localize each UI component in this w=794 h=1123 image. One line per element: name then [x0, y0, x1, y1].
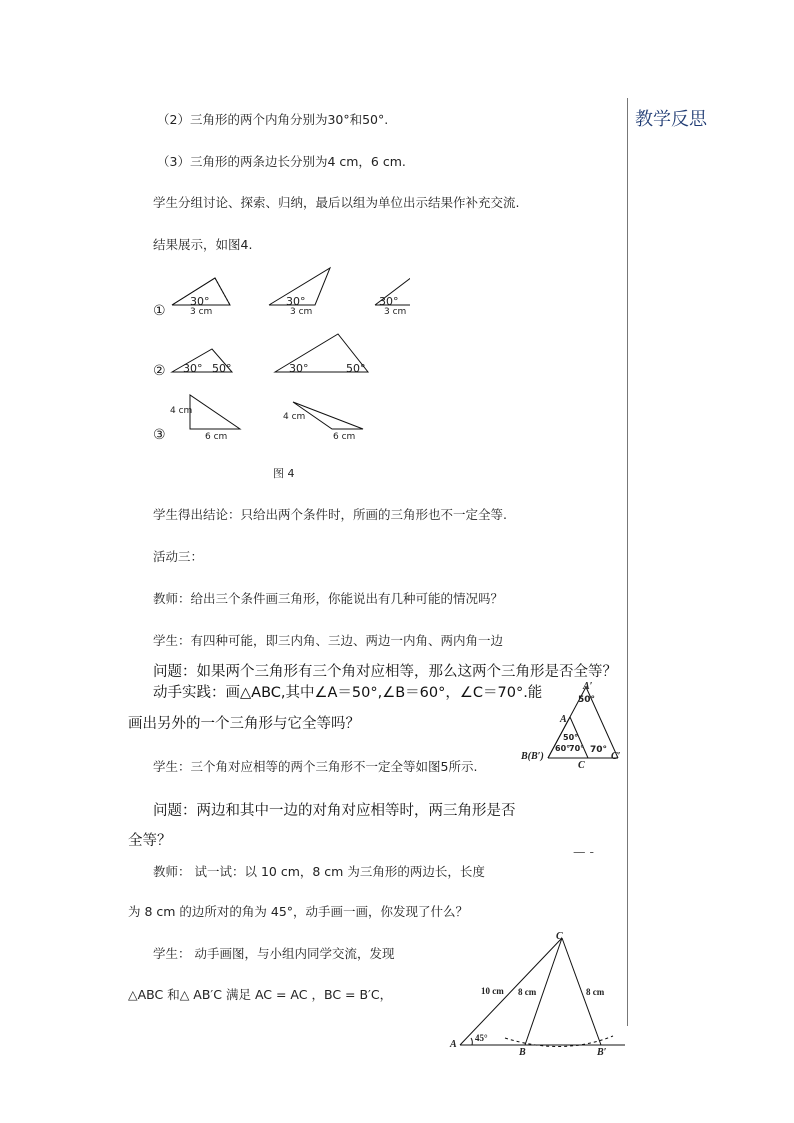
fig4-length-label: 6 cm	[333, 432, 356, 442]
text-line: 教师：给出三个条件画三角形，你能说出有几种可能的情况吗？	[153, 591, 504, 606]
fig4-length-label: 4 cm	[170, 406, 193, 416]
figure-6	[445, 928, 635, 1058]
text-line: 问题：如果两个三角形有三个角对应相等，那么这两个三角形是否全等？	[153, 664, 617, 680]
fig4-angle-label: 30°	[286, 295, 306, 308]
text-line: △ABC 和△ AB′C 满足 AC = AC ，BC = B′C，	[128, 987, 393, 1002]
angle-label: 45°	[475, 1033, 488, 1043]
angle-label: 70°	[569, 744, 585, 753]
vertex-label: B	[519, 1047, 526, 1058]
fig4-angle-label: 30°	[183, 362, 203, 375]
angle-label: 60°	[555, 744, 571, 753]
fig4-angle-label: 30°	[289, 362, 309, 375]
text-line: 动手实践：画△ABC,其中∠A＝50°,∠B＝60°，∠C＝70°.能	[153, 685, 543, 701]
vertex-label: C	[578, 760, 585, 771]
fig4-length-label: 3 cm	[384, 307, 407, 317]
vertex-label: A	[450, 1039, 457, 1050]
fig4-length-label: 3 cm	[190, 307, 213, 317]
side-label: 8 cm	[586, 987, 605, 997]
vertex-label: B(B′)	[521, 751, 544, 762]
text-line: 学生分组讨论、探索、归纳，最后以组为单位出示结果作补充交流.	[153, 195, 520, 210]
text-line: 学生：三个角对应相等的两个三角形不一定全等如图5所示.	[153, 759, 478, 774]
fig4-angle-label: 30°	[190, 295, 210, 308]
vertex-label: B′	[597, 1047, 607, 1058]
figure-caption: 图 4	[273, 467, 295, 480]
vertex-label: A′	[583, 681, 593, 692]
vertex-label: C	[556, 931, 563, 942]
text-line: 学生： 动手画图，与小组内同学交流，发现	[153, 946, 395, 961]
angle-label: 50°	[578, 695, 596, 705]
fig4-length-label: 4 cm	[283, 412, 306, 422]
fig4-angle-label: 50°	[212, 362, 232, 375]
vertex-label: A	[560, 714, 567, 725]
text-line: 问题：两边和其中一边的对角对应相等时，两三角形是否	[153, 803, 516, 819]
text-line: 学生得出结论：只给出两个条件时，所画的三角形也不一定全等.	[153, 507, 507, 522]
text-line: （3）三角形的两条边长分别为4 cm，6 cm.	[157, 154, 406, 169]
side-label: 10 cm	[481, 986, 504, 996]
fig4-angle-label: 30°	[379, 295, 399, 308]
text-line: 学生：有四种可能，即三内角、三边、两边一内角、两内角一边	[153, 633, 504, 648]
text-line: （2）三角形的两个内角分别为30°和50°.	[157, 112, 389, 127]
reflection-title: 教学反思	[635, 109, 707, 130]
text-line: 画出另外的一个三角形与它全等吗？	[128, 716, 360, 732]
row-label: ③	[153, 427, 166, 443]
fig4-length-label: 3 cm	[290, 307, 313, 317]
side-label: 8 cm	[518, 987, 537, 997]
fig4-length-label: 6 cm	[205, 432, 228, 442]
row-label: ①	[153, 303, 166, 319]
dash-mark: — -	[573, 844, 594, 859]
text-line: 全等？	[128, 833, 172, 849]
margin-divider	[627, 98, 628, 1026]
text-line: 教师： 试一试：以 10 cm，8 cm 为三角形的两边长，长度	[153, 864, 485, 879]
angle-label: 50°	[563, 733, 579, 742]
text-line: 为 8 cm 的边所对的角为 45°，动手画一画，你发现了什么？	[128, 904, 469, 919]
vertex-label: C′	[611, 751, 621, 762]
row-label: ②	[153, 363, 166, 379]
text-line: 活动三：	[153, 549, 204, 564]
fig4-angle-label: 50°	[346, 362, 366, 375]
text-line: 结果展示，如图4.	[153, 237, 253, 252]
angle-label: 70°	[590, 745, 608, 755]
